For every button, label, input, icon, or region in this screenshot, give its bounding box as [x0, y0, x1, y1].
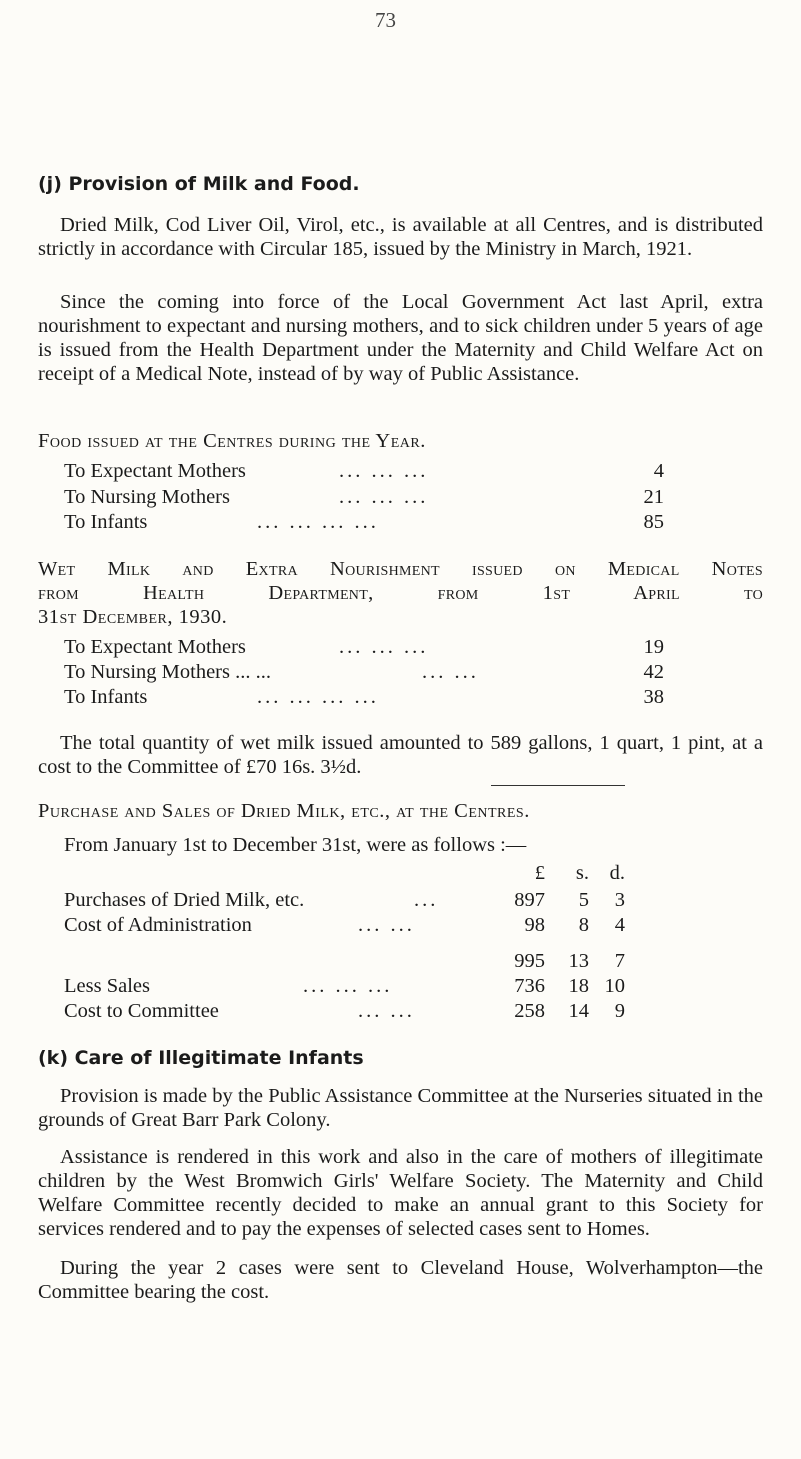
section-k-paragraph-1: Provision is made by the Public Assistance Committee at the Nurseries situated in the grounds of Great Barr Park Colony. — [38, 1085, 763, 1131]
row-shillings: 8 — [578, 914, 589, 936]
section-j-paragraph-1: Dried Milk, Cod Liver Oil, Virol, etc., is available at all Centres, and is distributed strictly in accordance with Circular 185, issued by the Ministry in March, 1921. — [38, 214, 763, 260]
row-pence: 4 — [614, 914, 625, 936]
subtotal-rule — [491, 785, 625, 786]
leader-dots: ... ... ... — [339, 636, 429, 658]
page-number: 73 — [375, 8, 396, 32]
leader-dots: ... ... ... ... — [257, 686, 379, 708]
row-label: To Infants — [64, 686, 148, 708]
section-j-heading: (j) Provision of Milk and Food. — [38, 173, 360, 195]
row-pounds: 98 — [524, 914, 545, 936]
leader-dots: ... ... ... ... — [257, 511, 379, 533]
row-value: 4 — [653, 460, 664, 482]
row-value: 42 — [643, 661, 664, 683]
food-issued-title: Food issued at the Centres during the Year. — [38, 430, 426, 452]
row-value: 38 — [643, 686, 664, 708]
section-k-paragraph-2: Assistance is rendered in this work and also in the care of mothers of illegitimate children by the West Bromwich Girls' Welfare Society. The Maternity and Child Welfare Committee recently decided to make an annual grant to this Society for services rendered and to pay the expenses of selected cases sent to Homes. — [38, 1146, 763, 1240]
row-label: Cost of Administration — [64, 914, 252, 936]
row-label: To Expectant Mothers — [64, 460, 246, 482]
row-shillings: 5 — [578, 889, 589, 911]
header-pence: d. — [609, 862, 625, 884]
wet-milk-title-line-2: from Health Department, from 1st April to — [38, 582, 763, 604]
row-pounds: 258 — [514, 1000, 545, 1022]
section-k-paragraph-3: During the year 2 cases were sent to Cleveland House, Wolverhampton—the Committee bearing the cost. — [38, 1257, 763, 1303]
row-pence: 10 — [604, 975, 625, 997]
header-shillings: s. — [575, 862, 589, 884]
row-label: To Infants — [64, 511, 148, 533]
row-shillings: 18 — [568, 975, 589, 997]
section-k-heading: (k) Care of Illegitimate Infants — [38, 1047, 364, 1069]
leader-dots: ... ... ... — [303, 975, 393, 997]
leader-dots: ... ... — [358, 914, 415, 936]
row-pence: 7 — [614, 950, 625, 972]
row-label: Purchases of Dried Milk, etc. — [64, 889, 305, 911]
row-label: Less Sales — [64, 975, 150, 997]
wet-milk-title-line-1: Wet Milk and Extra Nourishment issued on Medical Notes — [38, 558, 763, 580]
row-value: 19 — [643, 636, 664, 658]
leader-dots: ... ... ... — [339, 486, 429, 508]
wet-milk-title-line-3: 31st December, 1930. — [38, 606, 228, 628]
row-value: 85 — [643, 511, 664, 533]
leader-dots: ... ... — [422, 661, 479, 683]
row-label: To Nursing Mothers ... ... — [64, 661, 271, 683]
row-pounds: 897 — [514, 889, 545, 911]
row-label: To Expectant Mothers — [64, 636, 246, 658]
header-pounds: £ — [534, 862, 545, 884]
row-pounds: 736 — [514, 975, 545, 997]
purchase-title: Purchase and Sales of Dried Milk, etc., at the Centres. — [38, 800, 530, 822]
row-label: Cost to Committee — [64, 1000, 219, 1022]
section-j-paragraph-2: Since the coming into force of the Local Government Act last April, extra nourishment to expectant and nursing mothers, and to sick children under 5 years of age is issued from the Health Department under the Maternity and Child Welfare Act on receipt of a Medical Note, instead of by way of Public Assistance. — [38, 291, 763, 385]
row-pence: 9 — [614, 1000, 625, 1022]
purchase-intro: From January 1st to December 31st, were as follows :— — [64, 834, 527, 856]
leader-dots: ... ... — [358, 1000, 415, 1022]
row-shillings: 13 — [568, 950, 589, 972]
row-shillings: 14 — [568, 1000, 589, 1022]
row-pounds: 995 — [514, 950, 545, 972]
row-label: To Nursing Mothers — [64, 486, 230, 508]
leader-dots: ... ... ... — [339, 460, 429, 482]
leader-dots: ... — [414, 889, 439, 911]
row-value: 21 — [643, 486, 664, 508]
row-pence: 3 — [614, 889, 625, 911]
wet-milk-total-paragraph: The total quantity of wet milk issued amounted to 589 gallons, 1 quart, 1 pint, at a cost to the Committee of £70 16s. 3½d. — [38, 732, 763, 778]
